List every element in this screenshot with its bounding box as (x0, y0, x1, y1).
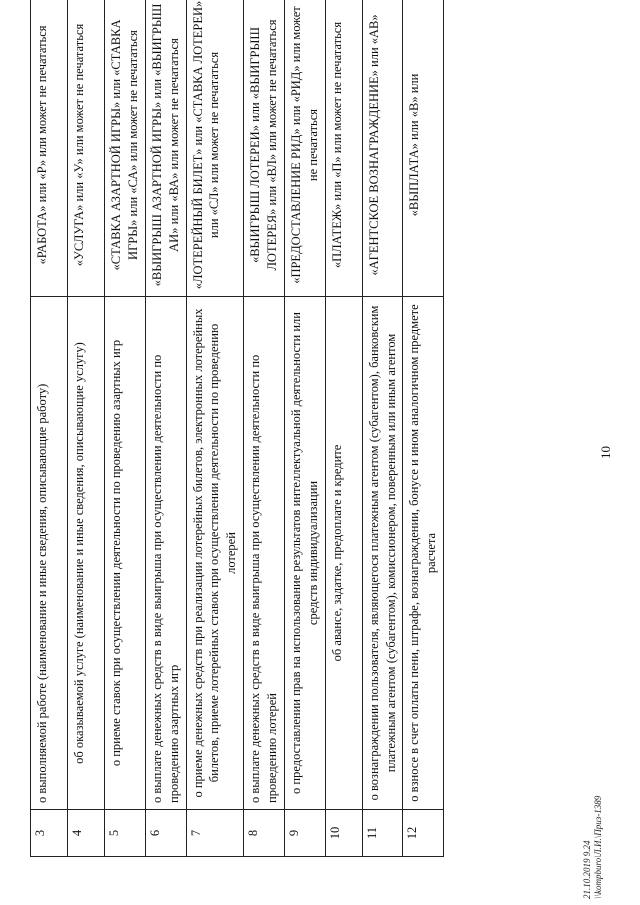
row-value: «ПРЕДОСТАВЛЕНИЕ РИД» или «РИД» или может не печататься (284, 0, 325, 297)
row-value: «ВЫПЛАТА» или «В» или (403, 0, 444, 297)
row-value: «ЛОТЕРЕЙНЫЙ БИЛЕТ» или «СТАВКА ЛОТЕРЕИ» или «СЛ» или может не печататься (186, 0, 244, 297)
row-description: о выполняемой работе (наименование и иные сведения, описывающие работу) (31, 297, 68, 810)
table-row (244, 0, 285, 857)
row-value: «ВЫИГРЫШ ЛОТЕРЕИ» или «ВЫИГРЫШ ЛОТЕРЕЯ» или «ВЛ» или может не печататься (244, 0, 285, 297)
row-description: о выплате денежных средств в виде выигрыша при осуществлении деятельности по проведению лотерей (244, 297, 285, 810)
row-number: 9 (284, 810, 325, 857)
row-description: о приеме ставок при осуществлении деятельности по проведению азартных игр (105, 297, 146, 810)
page-number: 10 (598, 446, 613, 459)
row-value: «ВЫИГРЫШ АЗАРТНОЙ ИГРЫ» или «ВЫИГРЫШ АИ» или «ВА» или может не печататься (145, 0, 186, 297)
row-number: 5 (105, 810, 146, 857)
row-number: 12 (403, 810, 444, 857)
table-row (68, 0, 105, 857)
row-number: 7 (186, 810, 244, 857)
table-row (186, 0, 244, 857)
row-description: о предоставлении прав на использование результатов интеллектуальной деятельности или средств индивидуализации (284, 297, 325, 810)
row-value: «РАБОТА» или «Р» или может не печататься (31, 0, 68, 297)
stamp-path: \\kompburo\Л.И.\Приз-1389 (593, 795, 604, 899)
file-stamp (582, 796, 605, 899)
row-number: 11 (362, 810, 403, 857)
row-number: 4 (68, 810, 105, 857)
table-row (362, 0, 403, 857)
row-description: о вознаграждении пользователя, являющегося платежным агентом (субагентом), банковским платежным агентом (субагентом), комиссионером, поверенным или иным агентом (362, 297, 403, 810)
table-row (403, 0, 444, 857)
table-row (105, 0, 146, 857)
row-description: о взносе в счет оплаты пени, штрафе, вознаграждении, бонусе и ином аналогичном предмете расчета (403, 297, 444, 810)
stamp-date: 21.10.2019 9.24 (582, 840, 592, 899)
row-value: «СТАВКА АЗАРТНОЙ ИГРЫ» или «СТАВКА ИГРЫ» или «СА» или может не печататься (105, 0, 146, 297)
row-value: «АГЕНТСКОЕ ВОЗНАГРАЖДЕНИЕ» или «АВ» (362, 0, 403, 297)
items-table (30, 0, 444, 857)
row-value: «ПЛАТЕЖ» или «П» или может не печататься (325, 0, 362, 297)
row-number: 3 (31, 810, 68, 857)
row-description: о приеме денежных средств при реализации лотерейных билетов, электронных лотерейных билетов, приеме лотерейных ставок при осуществлении деятельности по проведению лотерей (186, 297, 244, 810)
row-value: «УСЛУГА» или «У» или может не печататься (68, 0, 105, 297)
table-row (145, 0, 186, 857)
row-description: об оказываемой услуге (наименование и иные сведения, описывающие услугу) (68, 297, 105, 810)
row-description: о выплате денежных средств в виде выигрыша при осуществлении деятельности по проведению азартных игр (145, 297, 186, 810)
table-row (31, 0, 68, 857)
row-number: 10 (325, 810, 362, 857)
row-description: об авансе, задатке, предоплате и кредите (325, 297, 362, 810)
table-row (284, 0, 325, 857)
table-row (325, 0, 362, 857)
row-number: 6 (145, 810, 186, 857)
row-number: 8 (244, 810, 285, 857)
